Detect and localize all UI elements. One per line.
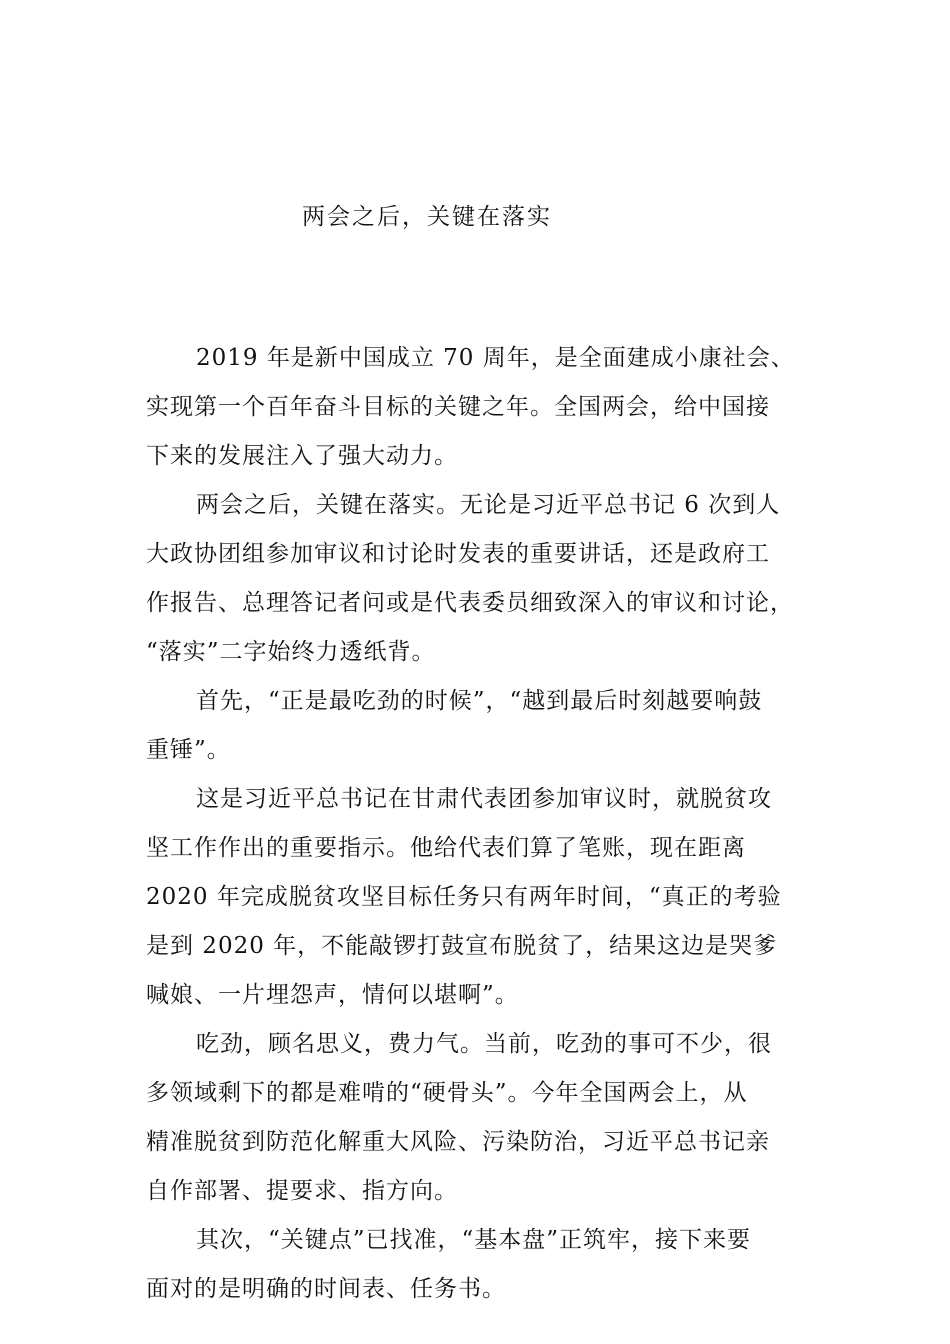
paragraph-line: 下来的发展注入了强大动力。: [146, 443, 458, 469]
paragraph-line: 精准脱贫到防范化解重大风险、污染防治，习近平总书记亲: [146, 1129, 770, 1155]
paragraph-line: 两会之后，关键在落实。无论是习近平总书记 6 次到人: [196, 492, 781, 518]
paragraph-line: 是到 2020 年，不能敲锣打鼓宣布脱贫了，结果这边是哭爹: [146, 933, 778, 959]
paragraph-6: [146, 1216, 846, 1314]
paragraph-line: 大政协团组参加审议和讨论时发表的重要讲话，还是政府工: [146, 541, 770, 567]
paragraph-line: 这是习近平总书记在甘肃代表团参加审议时，就脱贫攻: [196, 786, 772, 812]
document-body: [146, 334, 846, 1314]
paragraph-3: [146, 677, 846, 775]
paragraph-line: 多领域剩下的都是难啃的“硬骨头”。今年全国两会上，从: [146, 1080, 748, 1106]
paragraph-line: 自作部署、提要求、指方向。: [146, 1178, 458, 1204]
paragraph-line: 吃劲，顾名思义，费力气。当前，吃劲的事可不少，很: [196, 1031, 772, 1057]
paragraph-line: 2020 年完成脱贫攻坚目标任务只有两年时间，“真正的考验: [146, 884, 782, 910]
paragraph-line: 作报告、总理答记者问或是代表委员细致深入的审议和讨论，: [146, 590, 794, 616]
paragraph-1: [146, 334, 846, 481]
paragraph-line: “落实”二字始终力透纸背。: [146, 639, 436, 665]
paragraph-line: 坚工作作出的重要指示。他给代表们算了笔账，现在距离: [146, 835, 746, 861]
paragraph-line: 重锤”。: [146, 737, 231, 763]
paragraph-line: 喊娘、一片埋怨声，情何以堪啊”。: [146, 982, 519, 1008]
paragraph-4: [146, 775, 846, 1020]
paragraph-line: 首先，“正是最吃劲的时候”，“越到最后时刻越要响鼓: [196, 688, 763, 714]
paragraph-2: [146, 481, 846, 677]
paragraph-5: [146, 1020, 846, 1216]
paragraph-line: 2019 年是新中国成立 70 周年，是全面建成小康社会、: [196, 345, 795, 371]
paragraph-line: 实现第一个百年奋斗目标的关键之年。全国两会，给中国接: [146, 394, 770, 420]
paragraph-line: 其次，“关键点”已找准，“基本盘”正筑牢，接下来要: [196, 1227, 752, 1253]
paragraph-line: 面对的是明确的时间表、任务书。: [146, 1276, 506, 1302]
document-title: 两会之后，关键在落实: [302, 204, 552, 230]
